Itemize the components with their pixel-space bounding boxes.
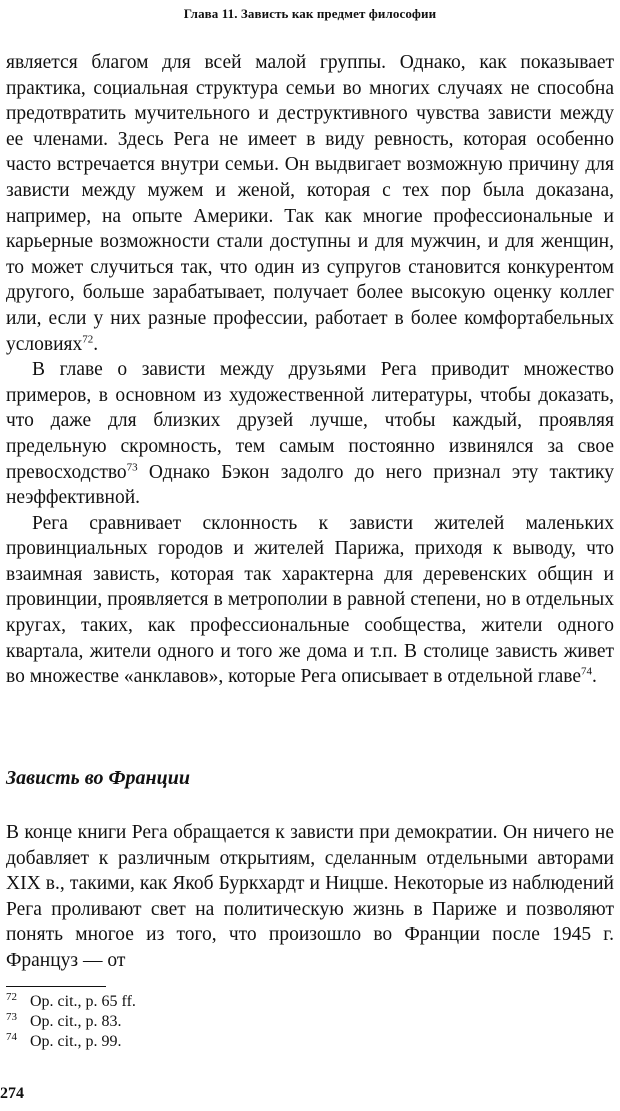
section-paragraph: В конце книги Рега обращается к зависти при демократии. Он ничего не добавляет к различным открытиям, сделанным отдельными авторами XIX в., такими, как Якоб Буркхардт и Ницше. Некоторые из наблюдений Рега проливают свет на политическую жизнь в Париже и позволяют понять многое из того, что произошло во Франции после 1945 г. Француз — от: [6, 822, 614, 971]
paragraph-3-tail: .: [591, 666, 597, 688]
running-head: Глава 11. Зависть как предмет философии: [183, 6, 437, 21]
section-body: [6, 820, 614, 974]
paragraph-1: является благом для всей малой группы. Однако, как показывает практика, социальная структура семьи во многих случаях не способна предотвратить мучительного и деструктивного чувства зависти между ее членами. Здесь Рега не имеет в виду ревность, которая особенно часто встречается внутри семьи. Он выдвигает возможную причину для зависти между мужем и женой, которая с тех пор была доказана, например, на опыте Америки. Так как многие профессиональные и карьерные возможности стали доступны и для мужчин, и для женщин, то может случиться так, что один из супругов становится конкурентом другого, больше зарабатывает, получает более высокую оценку коллег или, если у них разные профессии, работает в более комфортабельных условиях$^{72}$.: [6, 52, 614, 355]
footnote-74: 74 Op. cit., p. 99.: [6, 1030, 122, 1050]
body-text: [6, 50, 614, 690]
footnote-ref-72: 72: [82, 333, 94, 346]
paragraph-2-tail: Однако Бэкон задолго до него признал эту тактику неэффективной.: [6, 461, 614, 509]
paragraph-1-text: является благом для всей малой группы. Однако, как показывает практика, социальная структура семьи во многих случаях не способна предотвратить мучительного и деструктивного чувства зависти между ее членами. Здесь Рега не имеет в виду ревность, которая особенно часто встречается внутри семьи. Он выдвигает возможную причину для зависти между мужем и женой, которая с тех пор была доказана, например, на опыте Америки. Так как многие профессиональные и карьерные возможности стали доступны и для мужчин, и для женщин, то может случиться так, что один из супругов становится конкурентом другого, больше зарабатывает, получает более высокую оценку коллег или, если у них разные профессии, работает в более комфортабельных условиях: [6, 52, 614, 355]
page-number: 274: [0, 1085, 24, 1102]
paragraph-2: [6, 357, 614, 511]
paragraph-3-text: Рега сравнивает склонность к зависти жителей маленьких провинциальных городов и жителей Парижа, приходя к выводу, что взаимная зависть, которая так характерна для деревенских общин и провинции, проявляется в метрополии в равной степени, но в отдельных кругах, таких, как профессиональные сообщества, жители одного квартала, жители одного и того же дома и т.п. В столице зависть живет во множестве «анклавов», которые Рега описывает в отдельной главе: [6, 512, 614, 688]
footnote-text: Op. cit., p. 99.: [30, 1033, 122, 1050]
footnote-ref-73: 73: [126, 461, 138, 473]
footnote-text: Op. cit., p. 65 ff.: [30, 993, 136, 1010]
footnote-73: 73 Op. cit., p. 83.: [6, 1010, 122, 1030]
section-title: Зависть во Франции: [6, 767, 190, 789]
footnote-ref-74: 74: [580, 665, 592, 678]
footnotes: [6, 992, 306, 1052]
paragraph-2-text: В главе о зависти между друзьями Рега приводит множество примеров, в основном из художественной литературы, чтобы доказать, что даже для близких друзей лучше, чтобы каждый, проявляя предельную скромность, тем самым постоянно извинялся за свое превосходство: [6, 359, 614, 483]
footnote-text: Op. cit., p. 83.: [30, 1013, 122, 1030]
paragraph-3: [6, 511, 614, 690]
footnote-72: 72 Op. cit., p. 65 ff.: [6, 990, 136, 1010]
footnote-divider: [6, 986, 106, 987]
